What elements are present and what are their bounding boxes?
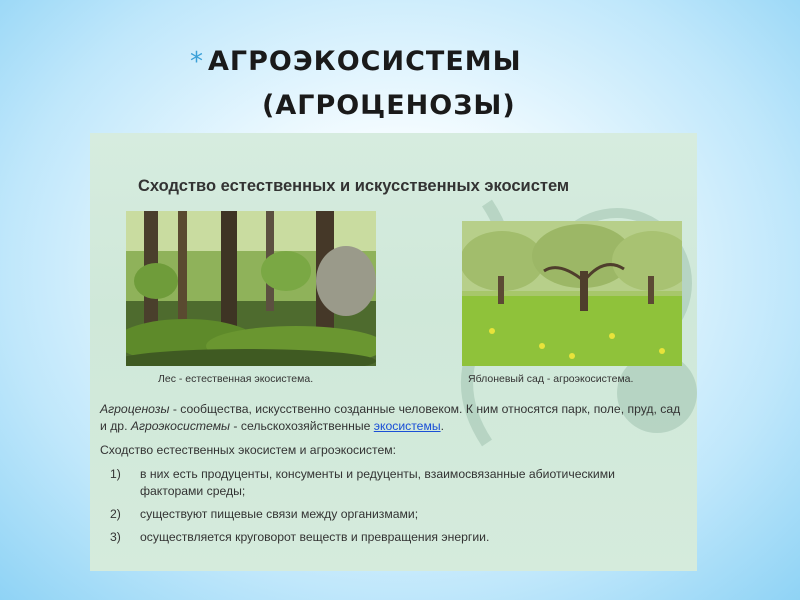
bullet-star-icon: * [190, 47, 204, 77]
definition-text-3: . [440, 419, 444, 433]
list-item-number: 3) [110, 530, 121, 544]
textbook-panel [90, 133, 697, 571]
definition-text-1: - сообщества, искусственно созданные человеком. К ним относятся парк, поле, пруд, сад и др. [100, 402, 681, 433]
list-item [100, 529, 690, 546]
list-item [100, 506, 690, 523]
orchard-caption: Яблоневый сад - агроэкосистема. [468, 373, 634, 385]
list-item-text: существуют пищевые связи между организмами; [140, 507, 419, 521]
forest-caption: Лес - естественная экосистема. [158, 373, 314, 385]
list-item-number: 2) [110, 507, 121, 521]
panel-heading: Сходство естественных и искусственных экосистем [138, 177, 570, 195]
similarity-list [100, 466, 690, 546]
orchard-photo [462, 221, 682, 366]
slide-title-line1: АГРОЭКОСИСТЕМЫ [208, 46, 522, 77]
forest-photo [126, 211, 376, 366]
list-item [100, 466, 690, 500]
list-item-text: осуществляется круговорот веществ и превращения энергии. [140, 530, 490, 544]
slide-title-line2: (АГРОЦЕНОЗЫ) [262, 90, 516, 121]
term-agroecosystems: Агроэкосистемы [130, 419, 231, 433]
definition-text-2: - сельскохозяйственные [230, 419, 374, 433]
similarity-intro: Сходство естественных экосистем и агроэкосистем: [100, 443, 397, 457]
ecosystems-link[interactable]: экосистемы [373, 419, 441, 433]
slide-title [190, 40, 610, 127]
definition-paragraph [100, 401, 690, 435]
list-item-number: 1) [110, 467, 121, 481]
term-agrocenoses: Агроценозы [100, 402, 170, 416]
panel-body-text [100, 401, 690, 552]
list-item-text: в них есть продуценты, консументы и редуценты, взаимосвязанные абиотическими факторами среды; [140, 467, 615, 498]
